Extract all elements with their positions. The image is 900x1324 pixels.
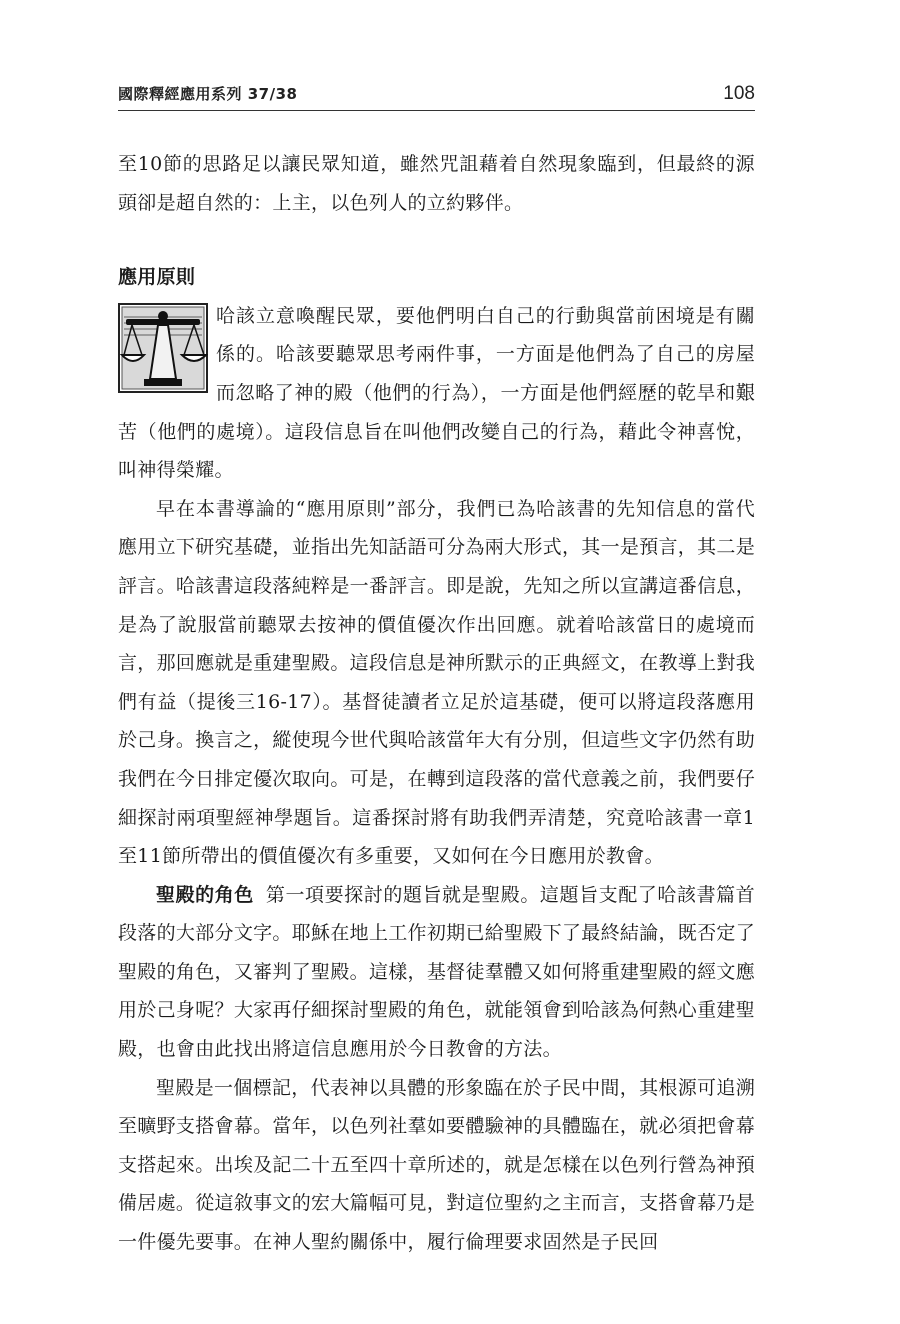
principle-text: 哈該立意喚醒民眾，要他們明白自己的行動與當前困境是有關係的。哈該要聽眾思考兩件事，一方面是他們為了自己的房屋而忽略了神的殿（他們的行為），一方面是他們經歷的乾旱和艱苦（他們的處境）。這段信息旨在叫他們改變自己的行為，藉此令神喜悅，叫神得榮耀。 (118, 304, 755, 482)
inline-heading: 聖殿的角色 (156, 883, 254, 906)
body-paragraph: 早在本書導論的“應用原則”部分，我們已為哈該書的先知信息的當代應用立下研究基礎，並指出先知話語可分為兩大形式，其一是預言，其二是評言。哈該書這段落純粹是一番評言。即是說，先知之所以宣講這番信息，是為了說服當前聽眾去按神的價值優次作出回應。就着哈該當日的處境而言，那回應就是重建聖殿。這段信息是神所默示的正典經文，在教導上對我們有益（提後三16-17）。基督徒讀者立足於這基礎，便可以將這段落應用於己身。換言之，縱使現今世代與哈該當年大有分別，但這些文字仍然有助我們在今日排定優次取向。可是，在轉到這段落的當代意義之前，我們要仔細探討兩項聖經神學題旨。這番探討將有助我們弄清楚，究竟哈該書一章1至11節所帶出的價值優次有多重要，又如何在今日應用於教會。 (118, 497, 755, 868)
principle-paragraph (118, 297, 755, 490)
page-body (118, 145, 755, 1262)
running-header (118, 80, 755, 111)
body-paragraph: 聖殿是一個標記，代表神以具體的形象臨在於子民中間，其根源可追溯至曠野支搭會幕。當年，以色列社羣如要體驗神的具體臨在，就必須把會幕支搭起來。出埃及記二十五至四十章所述的，就是怎樣在以色列行營為神預備居處。從這敘事文的宏大篇幅可見，對這位聖約之主而言，支搭會幕乃是一件優先要事。在神人聖約關係中，履行倫理要求固然是子民回 (118, 1076, 755, 1254)
scales-of-justice-icon (118, 303, 208, 393)
page-number: 108 (723, 83, 755, 104)
intro-paragraph: 至10節的思路足以讓民眾知道，雖然咒詛藉着自然現象臨到，但最終的源頭卻是超自然的：上主，以色列人的立約夥伴。 (118, 153, 755, 214)
series-title: 國際釋經應用系列 37/38 (118, 85, 298, 103)
temple-role-text: 第一項要探討的題旨就是聖殿。這題旨支配了哈該書篇首段落的大部分文字。耶穌在地上工作初期已給聖殿下了最終結論，既否定了聖殿的角色，又審判了聖殿。這樣，基督徒羣體又如何將重建聖殿的經文應用於己身呢？大家再仔細探討聖殿的角色，就能領會到哈該為何熱心重建聖殿，也會由此找出將這信息應用於今日教會的方法。 (118, 883, 755, 1061)
section-heading: 應用原則 (118, 266, 196, 289)
temple-role-paragraph (118, 876, 755, 1069)
